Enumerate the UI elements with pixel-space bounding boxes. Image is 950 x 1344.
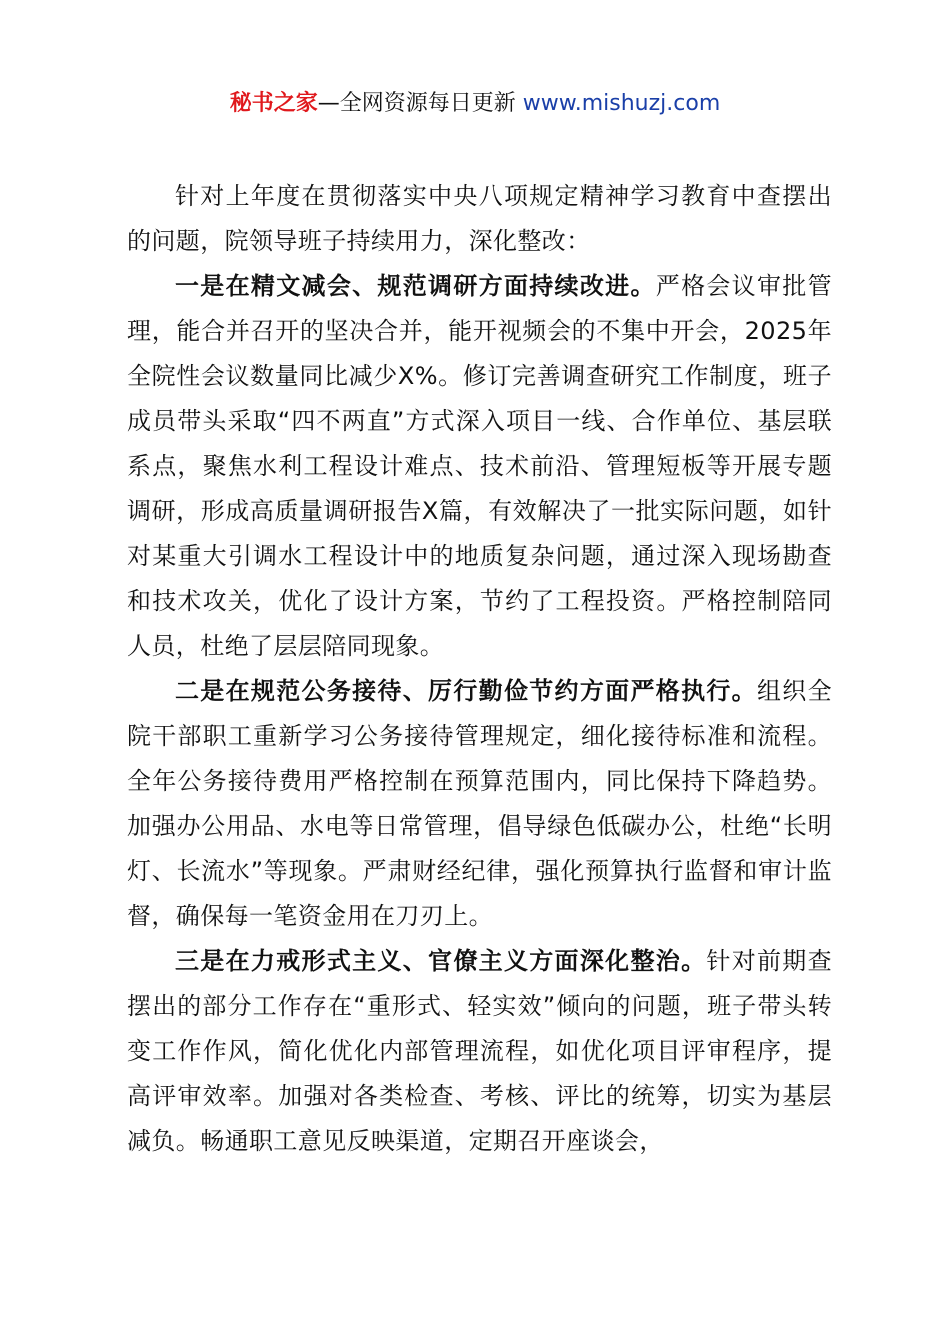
page-header	[0, 88, 950, 120]
paragraph-intro	[127, 174, 832, 264]
header-tagline: —全网资源每日更新	[317, 91, 516, 116]
paragraph-lead: 二是在规范公务接待、厉行勤俭节约方面严格执行。	[175, 677, 757, 705]
site-url-link[interactable]: www.mishuzj.com	[522, 91, 721, 116]
paragraph-text: 针对前期查摆出的部分工作存在“重形式、轻实效”倾向的问题，班子带头转变工作作风，简化优化内部管理流程，如优化项目评审程序，提高评审效率。加强对各类检查、考核、评比的统筹，切实为基层减负。畅通职工意见反映渠道，定期召开座谈会，	[127, 947, 833, 1155]
paragraph-lead: 一是在精文减会、规范调研方面持续改进。	[175, 272, 656, 300]
document-body	[127, 174, 832, 1164]
paragraph-item-1	[127, 264, 832, 669]
paragraph-text: 针对上年度在贯彻落实中央八项规定精神学习教育中查摆出的问题，院领导班子持续用力，深化整改：	[127, 182, 832, 255]
brand-name: 秘书之家	[229, 91, 318, 116]
paragraph-lead: 三是在力戒形式主义、官僚主义方面深化整治。	[175, 947, 707, 975]
paragraph-text: 组织全院干部职工重新学习公务接待管理规定，细化接待标准和流程。全年公务接待费用严格控制在预算范围内，同比保持下降趋势。加强办公用品、水电等日常管理，倡导绿色低碳办公，杜绝“长明灯、长流水”等现象。严肃财经纪律，强化预算执行监督和审计监督，确保每一笔资金用在刀刃上。	[127, 677, 832, 930]
paragraph-item-3	[127, 939, 832, 1164]
paragraph-text: 严格会议审批管理，能合并召开的坚决合并，能开视频会的不集中开会，2025年全院性会议数量同比减少X%。修订完善调查研究工作制度，班子成员带头采取“四不两直”方式深入项目一线、合作单位、基层联系点，聚焦水利工程设计难点、技术前沿、管理短板等开展专题调研，形成高质量调研报告X篇，有效解决了一批实际问题，如针对某重大引调水工程设计中的地质复杂问题，通过深入现场勘查和技术攻关，优化了设计方案，节约了工程投资。严格控制陪同人员，杜绝了层层陪同现象。	[127, 272, 832, 660]
paragraph-item-2	[127, 669, 832, 939]
